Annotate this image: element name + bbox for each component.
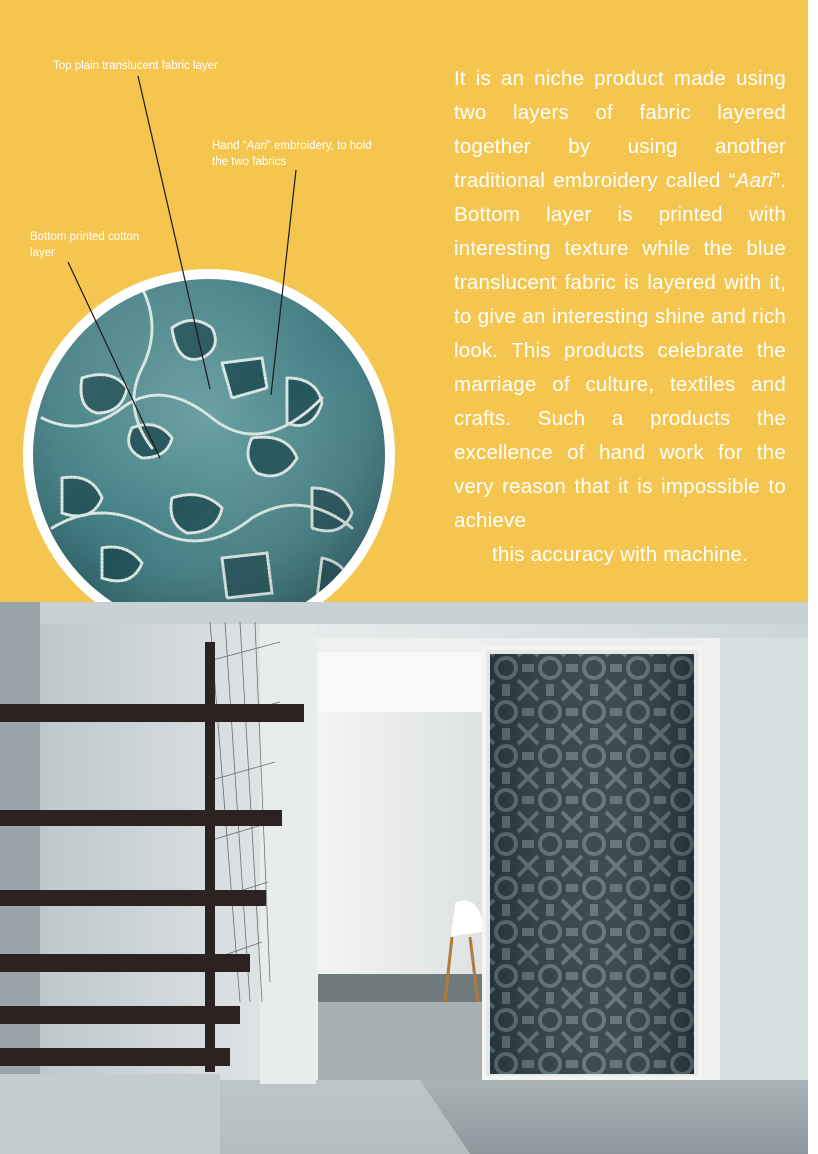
leader-line-aari (271, 170, 296, 395)
description-aari-word: Aari (735, 169, 774, 192)
callout-top-layer-text: Top plain translucent fabric layer (53, 60, 218, 72)
description-part2: ”. Bottom layer is printed with interesting texture while the blue translucent fabric is layered with it, to give an interesting shine and rich look. This products celebrate the marriage of culture, textiles and crafts. Such a products the excellence of hand work for the very reason that it is impossible to achieve (454, 169, 786, 532)
callout-aari-word: Aari (246, 140, 267, 152)
callout-aari-prefix: Hand “ (212, 140, 247, 152)
callout-bottom-layer-text: Bottom printed cotton layer (30, 231, 140, 259)
description-last-line: this accuracy with machine. (491, 543, 749, 566)
leader-line-top-layer (138, 76, 210, 389)
interior-photo (0, 602, 808, 1154)
description-paragraph (454, 62, 786, 538)
description-text (454, 62, 786, 572)
callout-aari-suffix: ” embroidery, to hold the two fabrics (212, 140, 372, 168)
description-part1: It is an niche product made using two layers of fabric layered together by using another traditional embroidery called “ (454, 67, 786, 192)
leader-line-bottom-layer (68, 262, 160, 458)
